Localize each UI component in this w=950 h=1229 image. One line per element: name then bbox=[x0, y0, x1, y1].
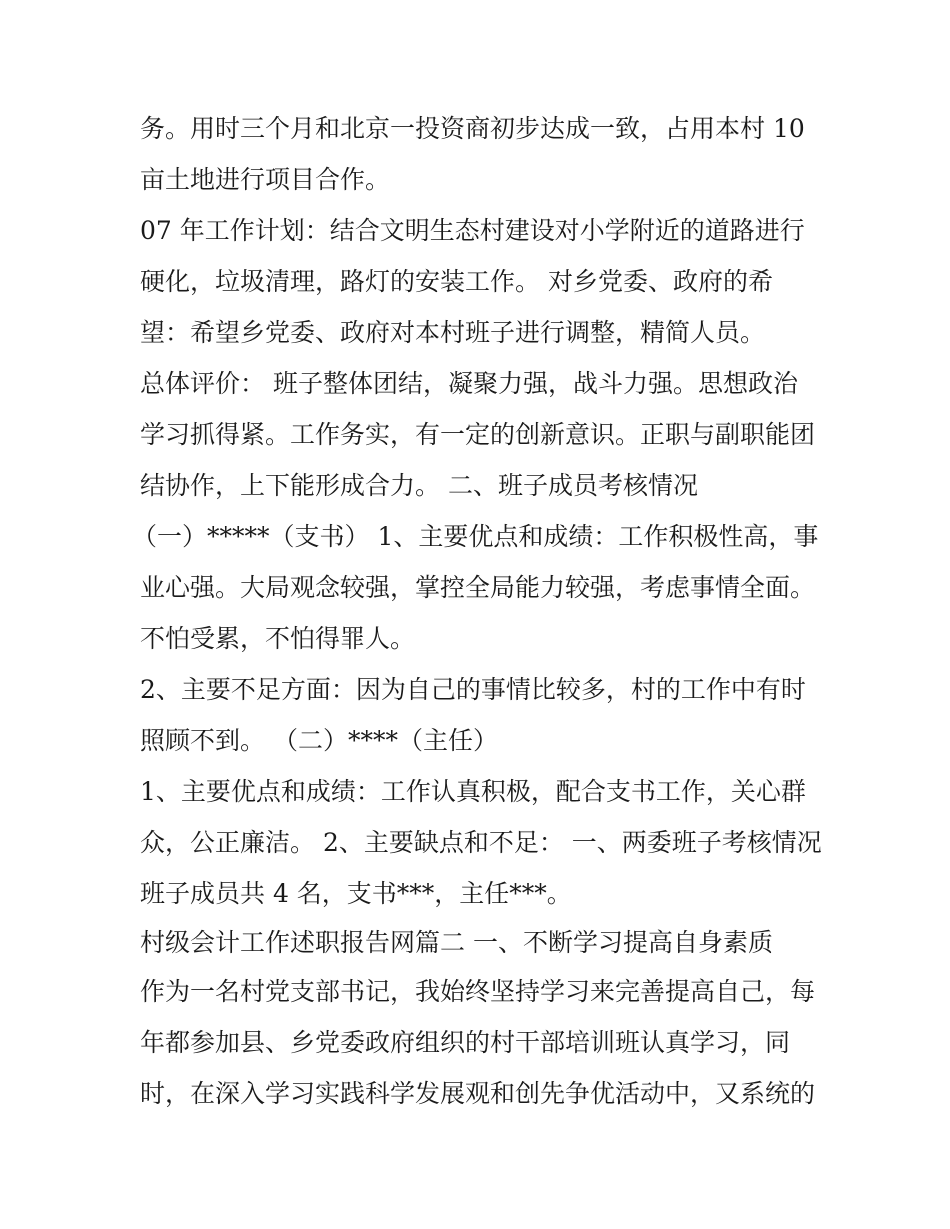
text-line: 不怕受累，不怕得罪人。 bbox=[140, 624, 416, 653]
text-line: 1、主要优点和成绩：工作认真积极，配合支书工作，关心群 bbox=[140, 777, 806, 806]
text-line: 业心强。大局观念较强，掌控全局能力较强，考虑事情全面。 bbox=[140, 573, 816, 602]
text-line: （一）*****（支书） 1、主要优点和成绩：工作积极性高，事 bbox=[132, 522, 819, 551]
body-text bbox=[132, 103, 830, 1119]
text-line: 学习抓得紧。工作务实，有一定的创新意识。正职与副职能团 bbox=[140, 420, 816, 449]
text-line: 2、主要不足方面：因为自己的事情比较多，村的工作中有时 bbox=[140, 675, 806, 704]
text-line: 结协作，上下能形成合力。 二、班子成员考核情况 bbox=[140, 471, 698, 500]
text-line: 时，在深入学习实践科学发展观和创先争优活动中，又系统的 bbox=[140, 1079, 816, 1108]
text-line: 作为一名村党支部书记，我始终坚持学习来完善提高自己，每 bbox=[140, 977, 816, 1006]
text-line: 亩土地进行项目合作。 bbox=[140, 165, 391, 194]
text-line: 总体评价： 班子整体团结，凝聚力强，战斗力强。思想政治 bbox=[140, 369, 798, 398]
text-line: 务。用时三个月和北京一投资商初步达成一致，占用本村 10 bbox=[140, 114, 805, 143]
text-line: 硬化，垃圾清理，路灯的安装工作。 对乡党委、政府的希 bbox=[140, 267, 773, 296]
text-line: 班子成员共 4 名，支书***，主任***。 bbox=[140, 879, 572, 908]
text-line: 照顾不到。 （二）****（主任） bbox=[140, 726, 498, 755]
text-line: 07 年工作计划：结合文明生态村建设对小学附近的道路进行 bbox=[140, 216, 805, 245]
text-line: 望：希望乡党委、政府对本村班子进行调整，精简人员。 bbox=[140, 318, 766, 347]
text-line: 众，公正廉洁。 2、主要缺点和不足： 一、两委班子考核情况 bbox=[140, 828, 822, 857]
text-line: 年都参加县、乡党委政府组织的村干部培训班认真学习，同 bbox=[140, 1028, 791, 1057]
text-line: 村级会计工作述职报告网篇二 一、不断学习提高自身素质 bbox=[140, 928, 773, 957]
